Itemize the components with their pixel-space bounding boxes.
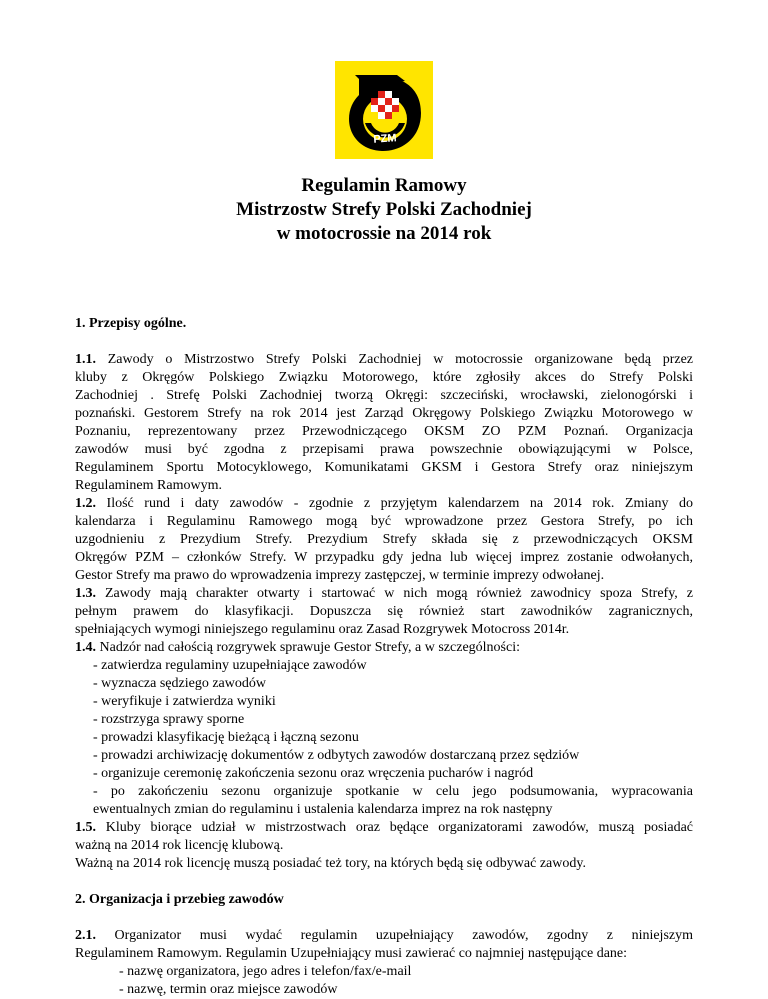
text-line: Poznaniu, reprezentowany przez Przewodniczącego OKSM ZO PZM Poznań. Organizacja: [75, 424, 693, 439]
text-line: Ważną na 2014 rok licencję muszą posiadać też tory, na których będą się odbywać zawody.: [75, 856, 586, 871]
text-line: poznański. Gestorem Strefy na rok 2014 jest Zarząd Okręgowy Polskiego Związku Motorowego w: [75, 406, 693, 421]
para-number: 1.1.: [75, 352, 96, 367]
para-number: 1.5.: [75, 820, 96, 835]
text-line: Ilość rund i daty zawodów - zgodnie z przyjętym kalendarzem na 2014 rok. Zmiany do: [96, 496, 693, 511]
paragraph-1-5: [75, 819, 693, 873]
para-number: 1.4.: [75, 640, 96, 655]
text-line: Regulaminem Ramowym. Regulamin Uzupełniający musi zawierać co najmniej następujące dane:: [75, 946, 628, 961]
title-line-3: w motocrossie na 2014 rok: [276, 223, 492, 244]
para-number: 1.2.: [75, 496, 96, 511]
paragraph-1-3: [75, 585, 693, 639]
document-title: [0, 174, 768, 246]
list-item: - nazwę organizatora, jego adres i telefon/fax/e-mail: [119, 964, 412, 979]
logo-pzm-text: PZM: [372, 132, 398, 146]
list-item: - wyznacza sędziego zawodów: [93, 676, 266, 691]
para-number: 2.1.: [75, 928, 96, 943]
text-line: Organizator musi wydać regulamin uzupełniający zawodów, zgodny z niniejszym: [96, 928, 693, 943]
paragraph-1-4: [75, 639, 693, 819]
pzm-logo: [335, 61, 433, 159]
title-line-2: Mistrzostw Strefy Polski Zachodniej: [236, 199, 532, 220]
text-line: zawodów musi być zgodna z przepisami prawa powszechnie obowiązującymi w Polsce,: [75, 442, 693, 457]
text-line: Regulaminem Sportu Motocyklowego, Komunikatami GKSM i Gestora Strefy oraz niniejszym: [75, 460, 693, 475]
text-line: pełnym prawem do klasyfikacji. Dopuszcza się również start zawodników zagranicznych,: [75, 604, 693, 619]
text-line: uzgodnieniu z Prezydium Strefy. Prezydium Strefy składa się z przewodniczących OKSM: [75, 532, 693, 547]
paragraph-1-1: [75, 351, 693, 495]
text-line: kalendarza i Regulaminu Ramowego mogą być wprowadzone przez Gestora Strefy, po ich: [75, 514, 693, 529]
text-line: Regulaminem Ramowym.: [75, 478, 222, 493]
list-item: - organizuje ceremonię zakończenia sezonu oraz wręczenia pucharów i nagród: [93, 766, 534, 781]
text-line: Zawody mają charakter otwarty i startować w nich mogą również zawodnicy spoza Strefy, z: [96, 586, 693, 601]
list-item: - po zakończeniu sezonu organizuje spotkanie w celu jego podsumowania, wypracowania: [93, 784, 693, 799]
text-line: Kluby biorące udział w mistrzostwach oraz będące organizatorami zawodów, muszą posiadać: [96, 820, 693, 835]
text-line: Nadzór nad całością rozgrywek sprawuje Gestor Strefy, a w szczególności:: [96, 640, 520, 655]
para-number: 1.3.: [75, 586, 96, 601]
list-item: - zatwierdza regulaminy uzupełniające zawodów: [93, 658, 367, 673]
text-line: spełniających wymogi niniejszego regulaminu oraz Zasad Rozgrywek Motocross 2014r.: [75, 622, 570, 637]
list-item-continuation: ewentualnych zmian do regulaminu i ustalenia kalendarza imprez na rok następny: [93, 802, 553, 817]
document-body: [75, 315, 693, 999]
text-line: Zachodniej . Strefę Polski Zachodniej tworzą Okręgi: szczeciński, wrocławski, zielonogórski i: [75, 388, 693, 403]
text-line: Okręgów PZM – członków Strefy. W przypadku gdy jedna lub więcej imprez zostanie odwołanych,: [75, 550, 693, 565]
text-line: kluby z Okręgów Polskiego Związku Motorowego, które zgłosiły akces do Strefy Polski: [75, 370, 693, 385]
paragraph-1-2: [75, 495, 693, 585]
text-line: Gestor Strefy ma prawo do wprowadzenia imprezy zastępczej, w terminie imprezy odwołanej.: [75, 568, 605, 583]
text-line: Zawody o Mistrzostwo Strefy Polski Zachodniej w motocrossie organizowane będą przez: [96, 352, 693, 367]
paragraph-2-1: [75, 927, 693, 999]
section-2-heading: 2. Organizacja i przebieg zawodów: [75, 892, 284, 907]
title-line-1: Regulamin Ramowy: [301, 175, 467, 196]
section-1-heading: 1. Przepisy ogólne.: [75, 316, 187, 331]
list-item: - prowadzi klasyfikację bieżącą i łączną sezonu: [93, 730, 359, 745]
list-item: - rozstrzyga sprawy sporne: [93, 712, 245, 727]
text-line: ważną na 2014 rok licencję klubową.: [75, 838, 284, 853]
list-item: - prowadzi archiwizację dokumentów z odbytych zawodów dostarczaną przez sędziów: [93, 748, 580, 763]
list-item: - weryfikuje i zatwierdza wyniki: [93, 694, 276, 709]
list-item: - nazwę, termin oraz miejsce zawodów: [119, 982, 338, 997]
